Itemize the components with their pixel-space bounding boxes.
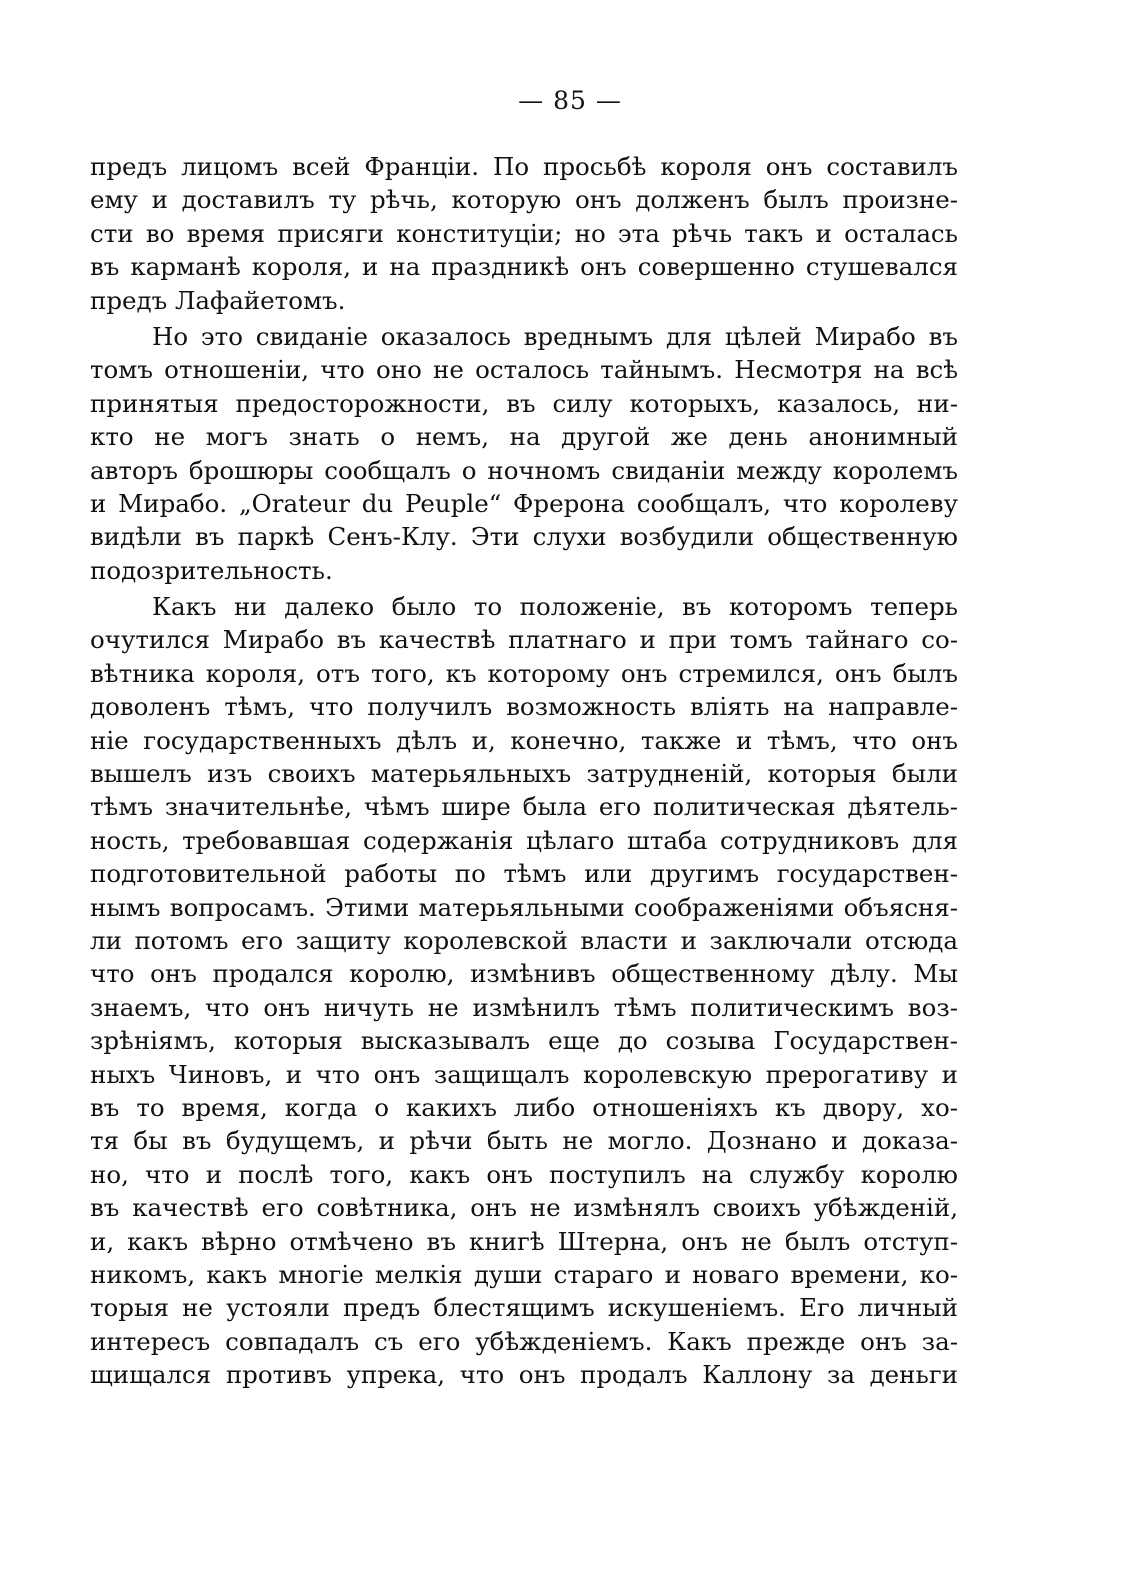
text-line: но, что и послѣ того, какъ онъ поступилъ на службу королю <box>90 1159 958 1189</box>
paragraph-2 <box>90 320 958 587</box>
text-line: зрѣніямъ, которыя высказывалъ еще до созыва Государствен- <box>90 1026 958 1056</box>
text-line: доволенъ тѣмъ, что получилъ возможность вліять на направле- <box>90 692 958 722</box>
text-line: подготовительной работы по тѣмъ или другимъ государствен- <box>90 859 958 889</box>
text-line: томъ отношеніи, что оно не осталось тайнымъ. Несмотря на всѣ <box>90 355 958 385</box>
text-line: тя бы въ будущемъ, и рѣчи быть не могло. Дознано и доказа- <box>90 1126 958 1156</box>
text-line: принятыя предосторожности, въ силу которыхъ, казалось, ни- <box>90 388 958 418</box>
text-line: въ качествѣ его совѣтника, онъ не измѣнялъ своихъ убѣжденій, <box>90 1193 958 1223</box>
paragraph-1 <box>90 150 958 317</box>
text-line: въ то время, когда о какихъ либо отношеніяхъ къ двору, хо- <box>90 1092 958 1122</box>
text-line: никомъ, какъ многіе мелкія души стараго и новаго времени, ко- <box>90 1259 958 1289</box>
text-line: и Мирабо. „Orateur du Peuple“ Фрерона сообщалъ, что королеву <box>90 488 958 518</box>
text-line: видѣли въ паркѣ Сенъ-Клу. Эти слухи возбудили общественную <box>90 522 958 552</box>
text-line: и, какъ вѣрно отмѣчено въ книгѣ Штерна, онъ не былъ отступ- <box>90 1226 958 1256</box>
text-line: подозрительность. <box>90 555 333 585</box>
text-line: ныхъ Чиновъ, и что онъ защищалъ королевскую прерогативу и <box>90 1059 958 1089</box>
text-line: въ карманѣ короля, и на праздникѣ онъ совершенно стушевался <box>90 252 958 282</box>
text-line: Какъ ни далеко было то положеніе, въ которомъ теперь <box>152 592 958 622</box>
text-line: ность, требовавшая содержанія цѣлаго штаба сотрудниковъ для <box>90 825 958 855</box>
text-line: торыя не устояли предъ блестящимъ искушеніемъ. Его личный <box>90 1293 958 1323</box>
text-line: нымъ вопросамъ. Этими матерьяльными соображеніями объясня- <box>90 892 958 922</box>
text-line: очутился Мирабо въ качествѣ платнаго и при томъ тайнаго со- <box>90 625 958 655</box>
text-line: вѣтника короля, отъ того, къ которому онъ стремился, онъ былъ <box>90 658 958 688</box>
text-line: сти во время присяги конституціи; но эта рѣчь такъ и осталась <box>90 218 958 248</box>
text-line: щищался противъ упрека, что онъ продалъ Каллону за деньги <box>90 1360 958 1390</box>
text-line: знаемъ, что онъ ничуть не измѣнилъ тѣмъ политическимъ воз- <box>90 992 958 1022</box>
page-number: — 85 — <box>518 86 622 115</box>
text-line: кто не могъ знать о немъ, на другой же день анонимный <box>90 422 958 452</box>
text-line: тѣмъ значительнѣе, чѣмъ шире была его политическая дѣятель- <box>90 792 958 822</box>
paragraph-3 <box>90 590 958 1391</box>
text-line: ли потомъ его защиту королевской власти и заключали отсюда <box>90 925 958 955</box>
text-line: предъ Лафайетомъ. <box>90 285 346 315</box>
text-line: интересъ совпадалъ съ его убѣжденіемъ. Какъ прежде онъ за- <box>90 1326 958 1356</box>
text-line: ніе государственныхъ дѣлъ и, конечно, также и тѣмъ, что онъ <box>90 725 958 755</box>
text-line: вышелъ изъ своихъ матерьяльныхъ затрудненій, которыя были <box>90 759 958 789</box>
text-line: авторъ брошюры сообщалъ о ночномъ свиданіи между королемъ <box>90 455 958 485</box>
body-text <box>90 150 958 1391</box>
text-line: что онъ продался королю, измѣнивъ общественному дѣлу. Мы <box>90 959 958 989</box>
text-line: предъ лицомъ всей Франціи. По просьбѣ короля онъ составилъ <box>90 152 958 181</box>
text-line: ему и доставилъ ту рѣчь, которую онъ долженъ былъ произне- <box>90 185 958 215</box>
text-line: Но это свиданіе оказалось вреднымъ для цѣлей Мирабо въ <box>152 321 958 351</box>
